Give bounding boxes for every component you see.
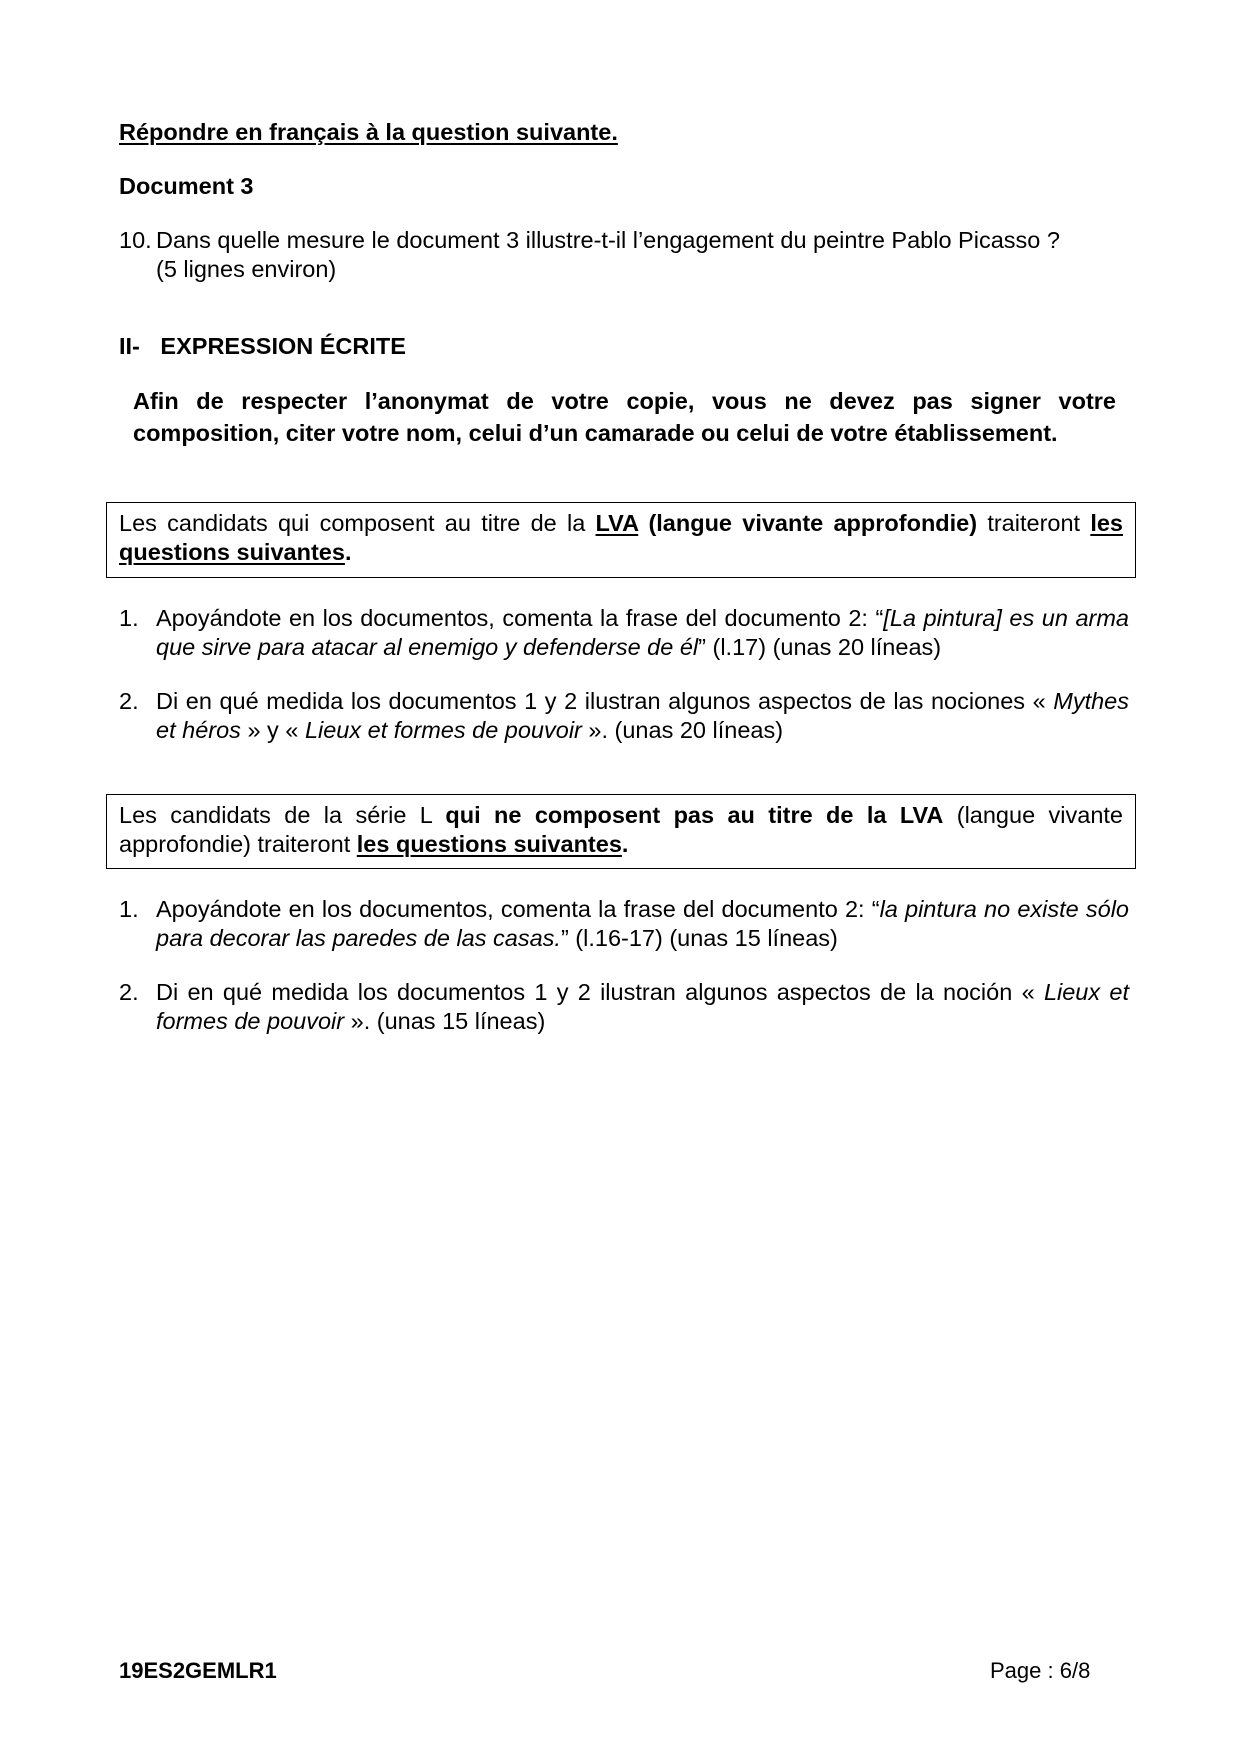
question-text xyxy=(156,687,1129,745)
anonymity-notice: Afin de respecter l’anonymat de votre copie, vous ne devez pas signer votre composition, citer votre nom, celui d’un camarade ou celui de votre établissement. xyxy=(133,388,1116,446)
questions-label: les questions suivantes xyxy=(356,831,622,857)
question-text-part: ». (unas 20 líneas) xyxy=(581,717,784,743)
question-number: 2. xyxy=(119,688,139,714)
serie-l-question-1 xyxy=(119,895,1129,953)
serie-l-instruction-box xyxy=(106,794,1136,869)
question-text xyxy=(156,226,1129,284)
notion-name: Mythes et héros xyxy=(156,688,1129,743)
question-text-part: Apoyándote en los documentos, comenta la frase del documento 2: “ xyxy=(156,896,880,922)
box-text: traiteront xyxy=(977,510,1091,536)
question-text-part: ” (l.17) (unas 20 líneas) xyxy=(698,634,942,660)
lva-definition: (langue vivante approfondie) xyxy=(638,510,978,536)
serie-l-question-2 xyxy=(119,978,1129,1036)
lva-instruction-box xyxy=(106,502,1136,578)
question-number: 1. xyxy=(119,896,139,922)
questions-label: les questions suivantes xyxy=(119,510,1123,565)
lva-question-2 xyxy=(119,687,1129,745)
question-text-part: Apoyándote en los documentos, comenta la frase del documento 2: “ xyxy=(156,605,884,631)
question-text-part: » y « xyxy=(240,717,305,743)
notion-name: Lieux et formes de pouvoir xyxy=(304,717,582,743)
question-text-part: ». (unas 15 líneas) xyxy=(344,1008,546,1034)
box-text: . xyxy=(621,831,629,857)
question-text xyxy=(156,978,1129,1036)
question-length: (5 lignes environ) xyxy=(156,256,337,282)
question-text-part: Di en qué medida los documentos 1 y 2 ilustran algunos aspectos de la noción « xyxy=(156,979,1044,1005)
instruction-heading: Répondre en français à la question suivante. xyxy=(119,119,618,145)
quoted-phrase: la pintura no existe sólo para decorar las paredes de las casas. xyxy=(156,896,1130,951)
quoted-phrase: [La pintura] es un arma que sirve para atacar al enemigo y defenderse de él xyxy=(156,605,1130,660)
document-title: Document 3 xyxy=(119,173,254,199)
footer-subject-code: 19ES2GEMLR1 xyxy=(119,1658,277,1683)
lva-label: LVA xyxy=(595,510,639,536)
question-number: 10. xyxy=(119,227,152,253)
box-text: . xyxy=(344,539,352,565)
question-text xyxy=(156,895,1129,953)
box-text: Les candidats de la série L xyxy=(119,802,446,828)
question-text-part: ” (l.16-17) (unas 15 líneas) xyxy=(560,925,838,951)
footer-page-number: Page : 6/8 xyxy=(990,1658,1091,1683)
lva-question-1 xyxy=(119,604,1129,662)
section-numeral: II- xyxy=(119,333,140,359)
question-number: 1. xyxy=(119,605,139,631)
question-text-part: Di en qué medida los documentos 1 y 2 ilustran algunos aspectos de las nociones « xyxy=(156,688,1054,714)
question-text xyxy=(156,604,1129,662)
box-text: Les candidats qui composent au titre de la xyxy=(119,510,596,536)
section-title: EXPRESSION ÉCRITE xyxy=(160,333,406,359)
non-lva-label: qui ne composent pas au titre de la LVA xyxy=(445,802,944,828)
question-line: Dans quelle mesure le document 3 illustre-t-il l’engagement du peintre Pablo Picasso ? xyxy=(156,227,1060,253)
section-heading xyxy=(119,332,406,361)
question-10 xyxy=(119,226,1129,284)
notion-name: Lieux et formes de pouvoir xyxy=(156,979,1129,1034)
box-text: (langue vivante approfondie) traiteront xyxy=(119,802,1123,857)
question-number: 2. xyxy=(119,979,139,1005)
